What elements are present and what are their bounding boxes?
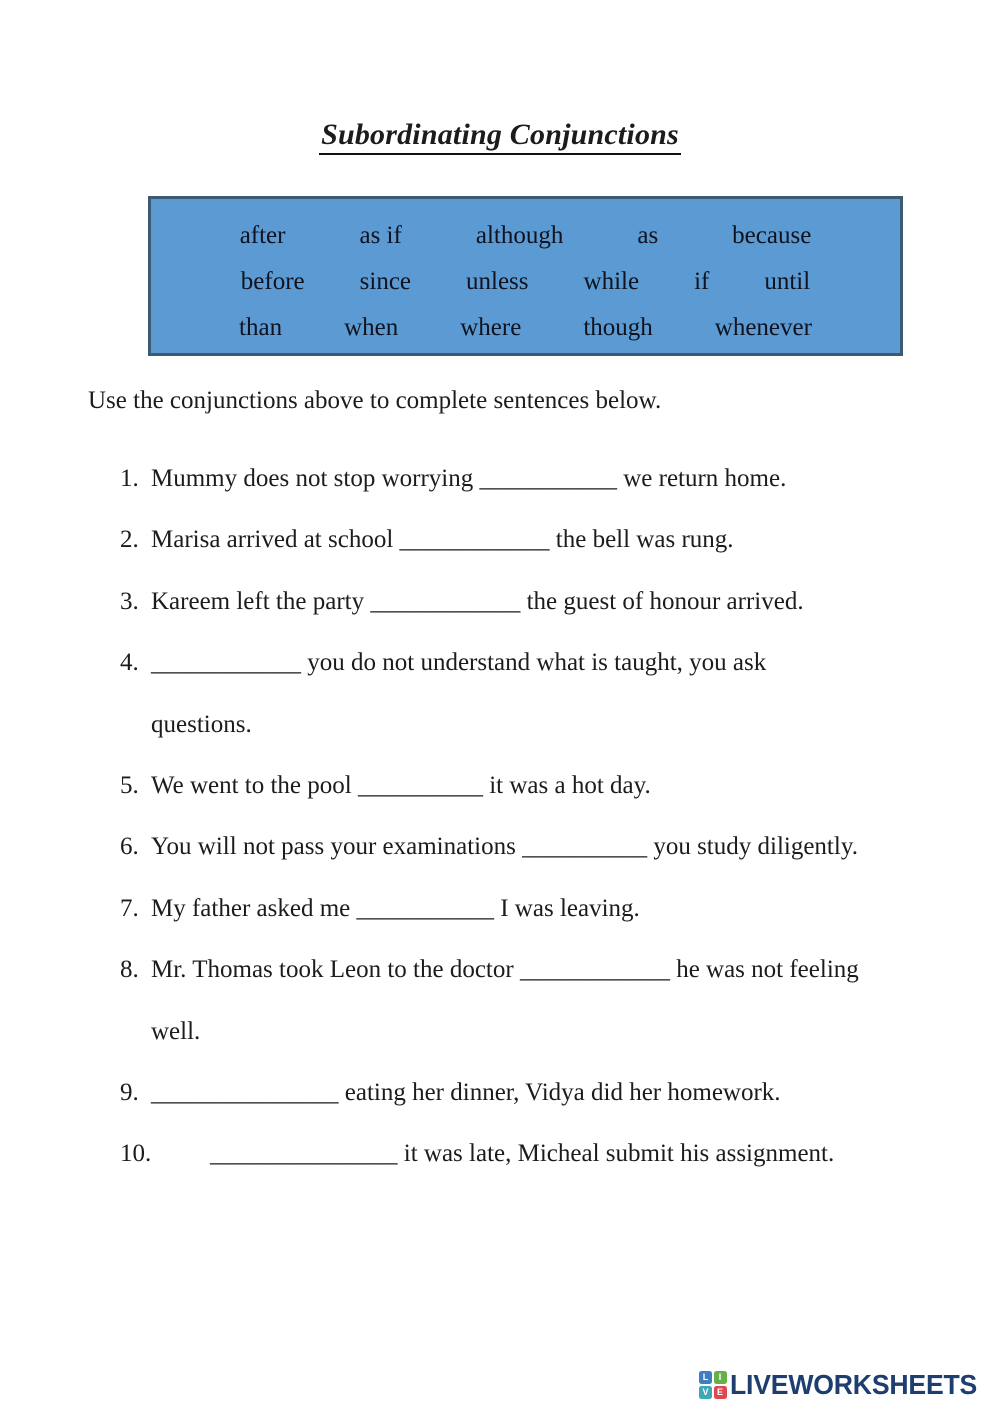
liveworksheets-logo xyxy=(699,1369,990,1401)
word-bank-word: although xyxy=(475,222,564,249)
sentence-text-after-blank: the guest of honour arrived. xyxy=(520,587,804,615)
sentence-text-before-blank: You will not pass your examinations xyxy=(151,833,523,861)
answer-blank[interactable]: _______________ xyxy=(210,1140,398,1168)
sentence-number: 10. xyxy=(120,1140,152,1168)
conjunction-word-bank xyxy=(148,196,903,356)
answer-blank[interactable]: ___________ xyxy=(479,465,617,492)
sentence-text-after-blank: the bell was rung. xyxy=(549,526,734,554)
liveworksheets-grid-cell-v: V xyxy=(699,1386,712,1399)
sentence-row xyxy=(120,755,960,816)
word-bank-word: until xyxy=(764,268,811,295)
sentence-row xyxy=(120,571,960,632)
liveworksheets-grid-cell-e: E xyxy=(714,1386,727,1399)
sentence-text-before-blank: well. xyxy=(151,1017,201,1045)
sentence-text-after-blank: I was leaving. xyxy=(493,894,640,922)
sentence-text-before-blank: questions. xyxy=(151,710,252,738)
sentence-number: 6. xyxy=(120,833,139,861)
word-bank-word: though xyxy=(583,314,653,341)
sentence-text-before-blank: Mummy does not stop worrying xyxy=(151,465,480,492)
sentence-number: 5. xyxy=(120,771,139,799)
word-bank-word: as if xyxy=(359,222,402,249)
liveworksheets-grid-cell-i: I xyxy=(714,1371,727,1384)
word-bank-row xyxy=(151,259,900,305)
sentence-row xyxy=(120,878,960,939)
sentence-text-after-blank: it was late, Micheal submit his assignment. xyxy=(397,1140,835,1168)
sentence-number: 1. xyxy=(120,465,139,492)
answer-blank[interactable]: ____________ xyxy=(519,956,670,984)
liveworksheets-grid-icon xyxy=(699,1371,727,1399)
answer-blank[interactable]: __________ xyxy=(357,771,483,799)
sentence-text-after-blank: he was not feeling xyxy=(669,956,859,984)
sentence-text-after-blank: you study diligently. xyxy=(647,833,858,861)
sentence-text-before-blank: We went to the pool xyxy=(151,771,358,799)
sentence-number: 2. xyxy=(120,526,139,554)
word-bank-word: because xyxy=(732,222,812,249)
sentence-row xyxy=(120,816,960,877)
sentence-number: 9. xyxy=(120,1078,139,1106)
page-title: Subordinating Conjunctions xyxy=(319,118,681,155)
sentence-number: 4. xyxy=(120,649,139,677)
sentence-text-after-blank: we return home. xyxy=(616,465,787,492)
sentence-number: 3. xyxy=(120,587,139,615)
liveworksheets-grid-cell-l: L xyxy=(699,1371,712,1384)
sentence-text-after-blank: eating her dinner, Vidya did her homework. xyxy=(338,1078,781,1106)
word-bank-word: unless xyxy=(466,268,529,295)
sentence-row xyxy=(120,448,960,509)
sentence-text-after-blank: you do not understand what is taught, you ask xyxy=(301,649,767,677)
answer-blank[interactable]: ____________ xyxy=(151,649,301,677)
sentence-row xyxy=(120,939,960,1000)
word-bank-word: if xyxy=(694,268,710,295)
sentence-continuation-row xyxy=(120,694,960,755)
word-bank-row xyxy=(151,305,900,351)
answer-blank[interactable]: _______________ xyxy=(151,1078,339,1106)
word-bank-word: where xyxy=(460,314,522,341)
sentence-text-before-blank: My father asked me xyxy=(151,894,357,922)
sentence-row xyxy=(120,632,960,693)
sentence-number: 7. xyxy=(120,894,139,922)
word-bank-word: while xyxy=(583,268,640,295)
sentence-text-before-blank: Kareem left the party xyxy=(151,587,371,615)
word-bank-word: whenever xyxy=(714,314,812,341)
sentence-number: 8. xyxy=(120,956,139,984)
sentence-row xyxy=(120,1123,960,1184)
answer-blank[interactable]: ____________ xyxy=(370,587,521,615)
page-title-wrap xyxy=(0,118,1000,155)
word-bank-word: before xyxy=(240,268,305,295)
word-bank-word: than xyxy=(239,314,283,341)
word-bank-word: when xyxy=(344,314,399,341)
answer-blank[interactable]: ___________ xyxy=(356,894,494,922)
sentence-list xyxy=(120,448,960,1185)
sentence-row xyxy=(120,1062,960,1123)
answer-blank[interactable]: __________ xyxy=(522,833,648,861)
word-bank-row xyxy=(151,213,900,259)
sentence-text-after-blank: it was a hot day. xyxy=(482,771,651,799)
liveworksheets-wordmark: LIVEWORKSHEETS xyxy=(730,1369,978,1400)
sentence-continuation-row xyxy=(120,1001,960,1062)
sentence-row xyxy=(120,509,960,570)
word-bank-word: since xyxy=(359,268,412,295)
instruction-text: Use the conjunctions above to complete sentences below. xyxy=(88,387,662,414)
answer-blank[interactable]: ____________ xyxy=(399,526,550,554)
word-bank-word: as xyxy=(637,222,659,249)
sentence-text-before-blank: Mr. Thomas took Leon to the doctor xyxy=(151,956,520,984)
sentence-text-before-blank: Marisa arrived at school xyxy=(151,526,400,554)
word-bank-word: after xyxy=(239,222,286,249)
